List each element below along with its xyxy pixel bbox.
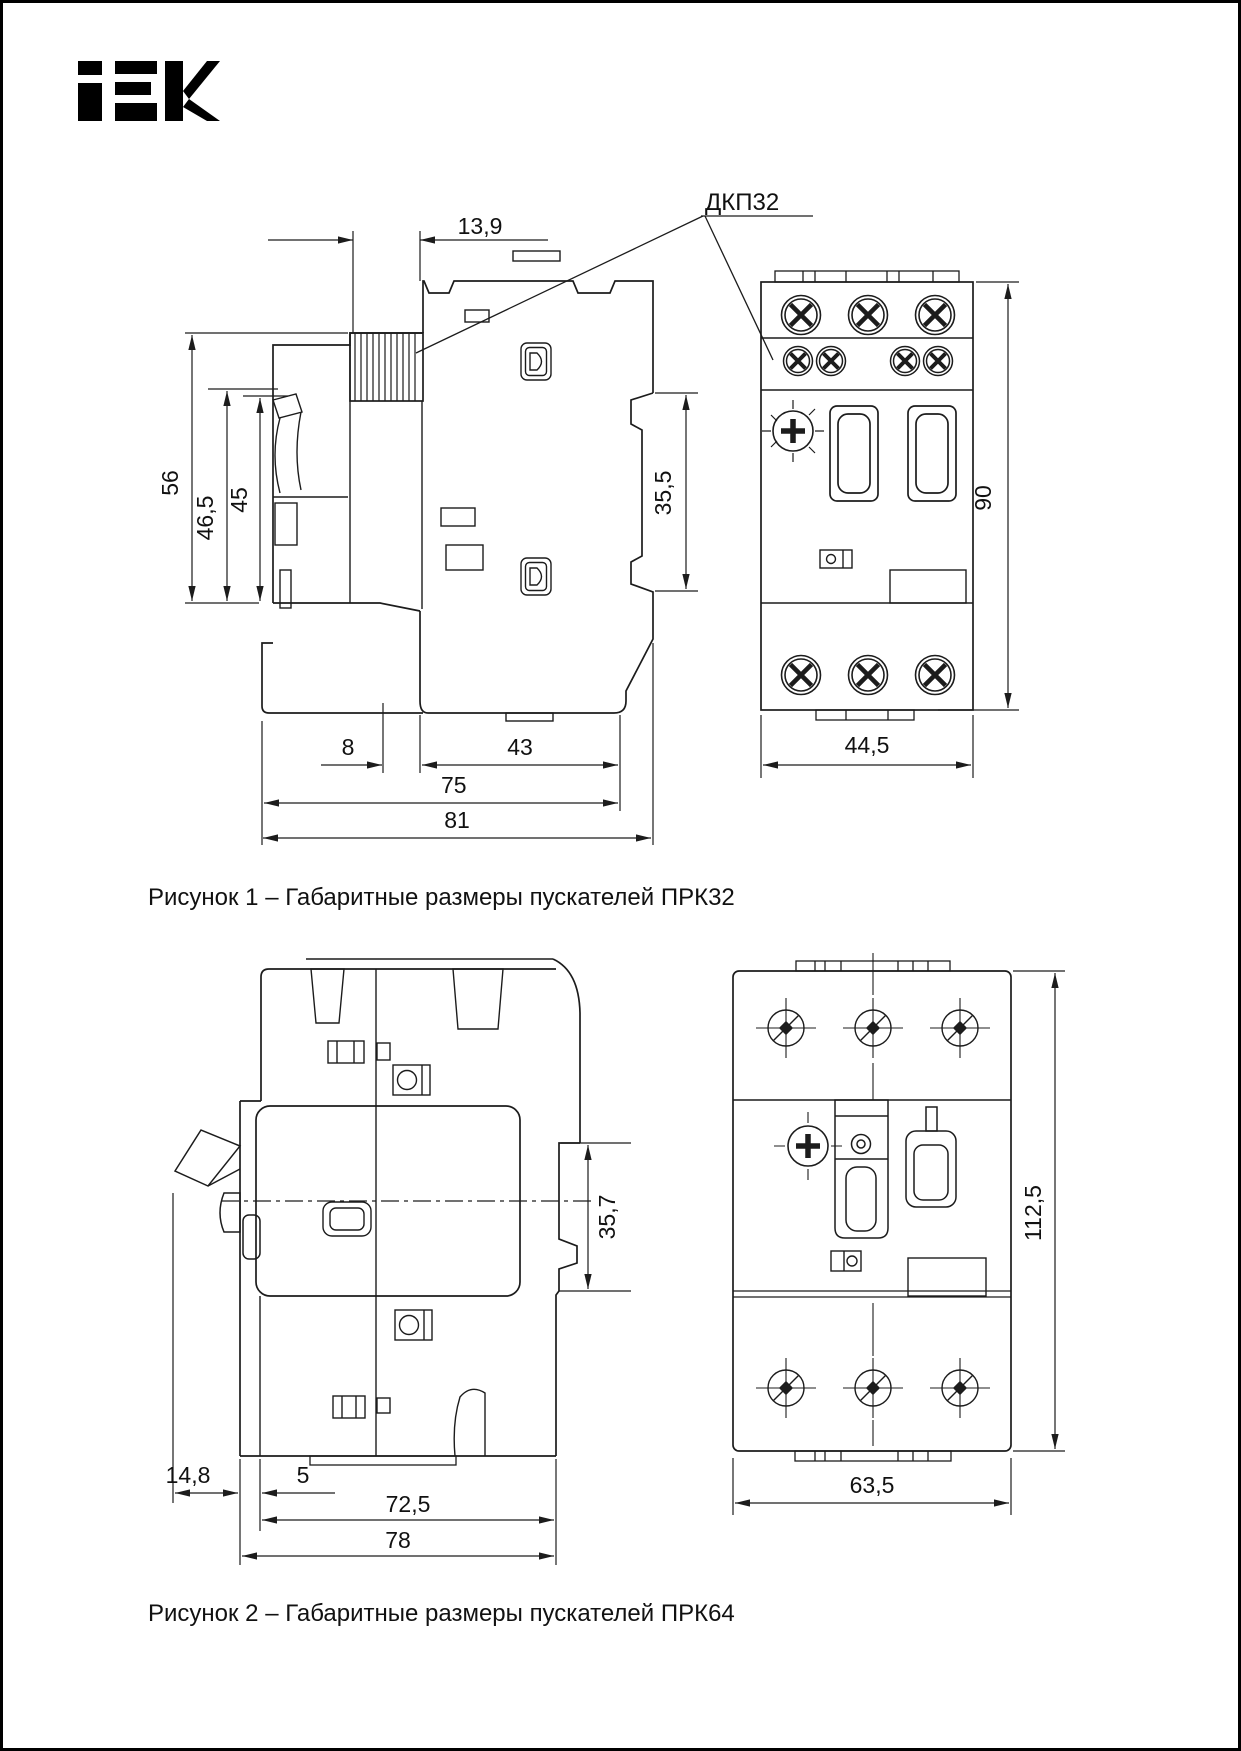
dim-43: 43 — [507, 734, 533, 760]
terminal-screw-icon — [782, 296, 955, 376]
start-button-icon — [830, 406, 878, 501]
fig2-dimensions — [166, 971, 1065, 1565]
dim-35-7: 35,7 — [594, 1194, 620, 1240]
fig1-bottom-tabs — [816, 710, 914, 720]
dim-75: 75 — [441, 772, 467, 798]
fig1-trip-lever-icon — [273, 394, 348, 608]
dim-14-8: 14,8 — [165, 1462, 211, 1488]
adjustment-dial-icon — [774, 1112, 842, 1180]
dim-63-5: 63,5 — [849, 1472, 895, 1498]
fig2-side-view — [175, 959, 595, 1465]
dim-44-5: 44,5 — [844, 732, 890, 758]
terminal-screw-icon — [756, 1358, 990, 1418]
figure1-caption: Рисунок 1 – Габаритные размеры пускателей ПРК32 — [148, 884, 735, 911]
dim-5: 5 — [296, 1462, 310, 1488]
figure2-caption: Рисунок 2 – Габаритные размеры пускателей ПРК64 — [148, 1600, 735, 1627]
stop-button-icon — [906, 1107, 956, 1207]
fig1-top-tabs — [775, 271, 959, 282]
dim-90: 90 — [970, 485, 996, 511]
dim-35-5: 35,5 — [650, 470, 676, 516]
iek-logo — [78, 61, 220, 121]
fig1-front-view — [761, 271, 973, 720]
dim-46-5: 46,5 — [192, 495, 218, 541]
callout-label: ДКП32 — [705, 189, 780, 216]
dim-112-5: 112,5 — [1020, 1185, 1046, 1241]
state-indicator-icon — [820, 550, 852, 568]
start-button-icon — [835, 1100, 888, 1238]
label-plate — [908, 1258, 986, 1296]
fig1-side-details — [441, 251, 560, 721]
terminal-screw-icon — [782, 656, 955, 695]
clamp-icon — [521, 558, 551, 595]
fig2-side-details — [323, 1041, 485, 1456]
fig2-lever-icon — [175, 1130, 260, 1259]
dim-8: 8 — [341, 734, 355, 760]
state-indicator-icon — [831, 1251, 861, 1271]
dim-78: 78 — [385, 1527, 411, 1553]
dim-13-9: 13,9 — [457, 213, 503, 239]
dim-72-5: 72,5 — [385, 1491, 431, 1517]
technical-drawing — [3, 3, 1241, 1751]
terminal-screw-icon — [756, 998, 990, 1058]
label-plate — [890, 570, 966, 603]
stop-button-icon — [908, 406, 956, 501]
adjustment-dial-icon — [762, 400, 824, 462]
fig2-front-view — [733, 953, 1011, 1461]
fig2-bottom-tabs — [795, 1451, 951, 1461]
fig1-side-view — [262, 251, 653, 721]
clamp-icon — [521, 343, 551, 380]
dim-45: 45 — [226, 487, 252, 513]
dim-81: 81 — [444, 807, 470, 833]
fig1-adjustment-knob-icon — [350, 333, 423, 401]
fig1-dimensions — [157, 213, 1019, 845]
dim-56: 56 — [157, 470, 183, 496]
